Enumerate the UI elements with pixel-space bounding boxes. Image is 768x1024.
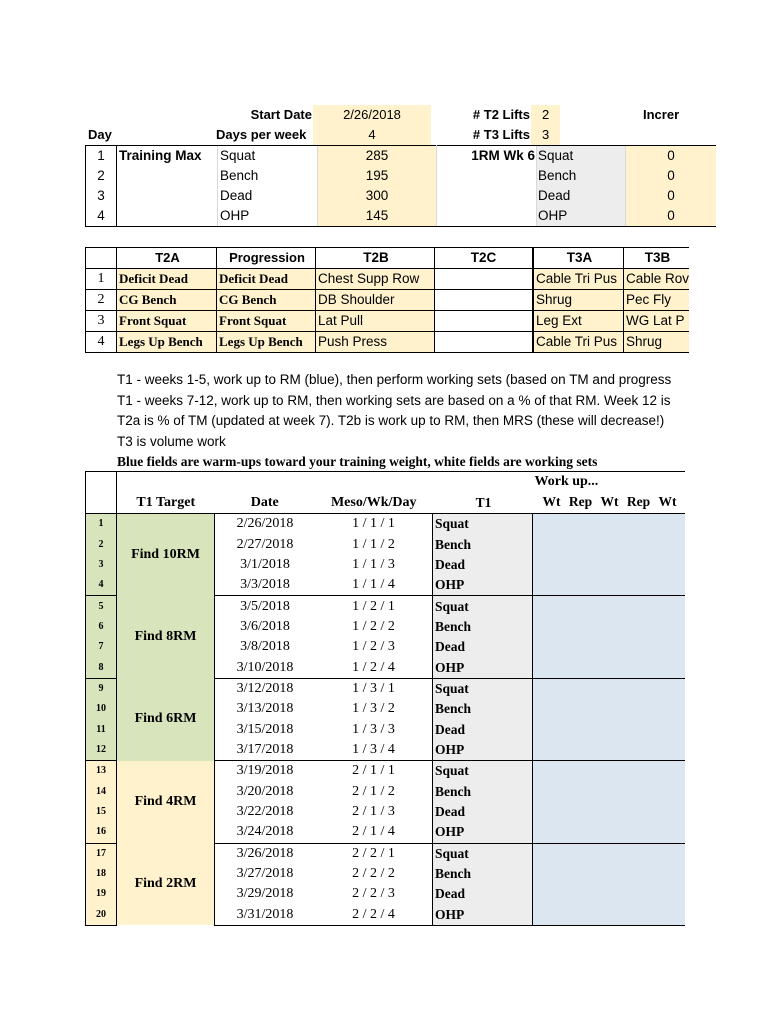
session-number: 9 (86, 678, 117, 699)
work-up-cell[interactable] (533, 657, 685, 678)
wu-header: Rep (626, 494, 651, 509)
column-header: T2C (435, 248, 534, 269)
work-up-cell[interactable] (533, 802, 685, 822)
work-up-headers (533, 492, 685, 514)
t2a-cell[interactable]: Front Squat (117, 311, 217, 332)
meso-cell: 2 / 2 / 3 (315, 884, 433, 904)
column-header: Meso/Wk/Day (315, 492, 433, 514)
date-cell: 3/17/2018 (215, 740, 316, 761)
t2c-cell[interactable] (435, 332, 534, 353)
t2b-cell[interactable]: Chest Supp Row (316, 269, 435, 290)
table-row (86, 761, 685, 782)
day-number: 4 (86, 332, 117, 353)
table-header-row (86, 248, 690, 269)
day-number: 2 (86, 290, 117, 311)
meso-cell: 1 / 2 / 1 (315, 596, 433, 617)
progression-cell[interactable]: Deficit Dead (217, 269, 316, 290)
date-cell: 3/1/2018 (240, 556, 290, 572)
column-header: T3A (533, 248, 624, 269)
increment-value[interactable]: 0 (626, 166, 717, 186)
work-up-cell[interactable] (533, 761, 685, 782)
column-header: Progression (217, 248, 316, 269)
table-row (86, 166, 717, 186)
t1-lift-cell: Dead (433, 555, 533, 575)
table-row (86, 514, 685, 535)
session-number: 11 (86, 719, 117, 739)
day-label: Day (88, 127, 112, 142)
meso-cell: 1 / 3 / 4 (315, 740, 433, 761)
table-row (86, 206, 717, 227)
table-row (86, 311, 690, 332)
rm-lift-name: OHP (537, 206, 626, 227)
increment-label: Increr (643, 107, 680, 122)
work-up-cell[interactable] (533, 843, 685, 864)
t1-lift-cell: Bench (433, 617, 533, 637)
session-number: 13 (86, 761, 117, 782)
meso-cell: 1 / 1 / 4 (315, 575, 433, 596)
session-number: 2 (86, 534, 117, 554)
progression-cell[interactable]: Front Squat (217, 311, 316, 332)
settings-block (0, 105, 768, 145)
session-number: 12 (86, 740, 117, 761)
t3-lifts-value[interactable]: 3 (531, 125, 560, 145)
increment-value[interactable]: 0 (626, 206, 717, 227)
note-line: T2a is % of TM (updated at week 7). T2b is work up to RM, then MRS (these will decrease!) (117, 413, 665, 428)
date-cell: 3/3/2018 (215, 575, 316, 596)
wu-header: Wt (658, 494, 677, 509)
t1-target-cell[interactable]: Find 2RM (117, 843, 215, 925)
meso-cell: 1 / 2 / 4 (315, 657, 433, 678)
t1-lift-cell: Bench (433, 864, 533, 884)
session-number: 19 (86, 884, 117, 904)
work-up-cell[interactable] (533, 575, 685, 596)
wu-header: Rep (568, 494, 593, 509)
wu-header: Wt (600, 494, 619, 509)
t3a-cell[interactable]: Cable Tri Pus (533, 332, 624, 353)
work-up-label: Work up... (533, 472, 685, 493)
date-cell: 3/6/2018 (240, 618, 290, 634)
table-row (86, 843, 685, 864)
t2-lifts-label: # T2 Lifts (472, 107, 530, 122)
t2a-cell[interactable]: Deficit Dead (117, 269, 217, 290)
session-number: 8 (86, 657, 117, 678)
t1-lift-cell: OHP (433, 822, 533, 843)
t1-lift-cell: Squat (433, 514, 533, 535)
rm-lift-name: Bench (537, 166, 626, 186)
column-header: Date (215, 492, 316, 514)
table-row (86, 269, 690, 290)
t1-lift-cell: Bench (433, 781, 533, 801)
work-up-cell[interactable] (533, 905, 685, 926)
t1-lift-cell: OHP (433, 905, 533, 926)
days-per-week-value[interactable]: 4 (313, 125, 431, 145)
date-cell: 2/26/2018 (236, 516, 294, 532)
table-row (86, 678, 685, 699)
t1-lift-cell: Dead (433, 719, 533, 739)
meso-cell: 1 / 3 / 2 (315, 699, 433, 719)
rm-week-label: 1RM Wk 6 (437, 146, 537, 167)
date-cell: 2/27/2018 (236, 536, 294, 552)
day-number: 1 (86, 146, 117, 167)
work-up-cell[interactable] (533, 514, 685, 535)
column-header: T2B (316, 248, 435, 269)
t1-lift-cell: OHP (433, 740, 533, 761)
t1-target-cell[interactable]: Find 10RM (117, 514, 215, 596)
t3b-cell[interactable]: Cable Rov (624, 269, 690, 290)
t2-lifts-value[interactable]: 2 (531, 105, 560, 125)
progression-cell[interactable]: CG Bench (217, 290, 316, 311)
date-cell: 3/20/2018 (236, 783, 294, 799)
t3b-cell[interactable]: Shrug (624, 332, 690, 353)
t1-lift-cell: Dead (433, 637, 533, 657)
work-up-cell[interactable] (533, 781, 685, 801)
date-cell: 3/13/2018 (236, 701, 294, 717)
note-line: T3 is volume work (117, 433, 226, 449)
day-number: 3 (86, 186, 117, 206)
session-number: 18 (86, 864, 117, 884)
session-number: 14 (86, 781, 117, 801)
increment-value[interactable]: 0 (626, 146, 717, 167)
session-number: 1 (86, 514, 117, 535)
work-up-cell[interactable] (533, 678, 685, 699)
session-number: 3 (86, 555, 117, 575)
work-up-cell[interactable] (533, 637, 685, 657)
date-cell: 3/22/2018 (236, 803, 294, 819)
training-max-label: Training Max (117, 146, 218, 167)
day-number: 1 (86, 269, 117, 290)
t3-lifts-label: # T3 Lifts (472, 127, 530, 142)
work-up-cell[interactable] (533, 617, 685, 637)
notes-block (117, 370, 717, 473)
session-number: 20 (86, 905, 117, 926)
t3a-cell[interactable]: Leg Ext (533, 311, 624, 332)
date-cell: 3/5/2018 (240, 598, 290, 614)
work-up-cell[interactable] (533, 596, 685, 617)
table-row (86, 146, 717, 167)
session-number: 6 (86, 617, 117, 637)
days-per-week-label: Days per week (216, 127, 307, 142)
training-max-value[interactable]: 145 (318, 206, 437, 227)
progression-cell[interactable]: Legs Up Bench (217, 332, 316, 353)
meso-cell: 2 / 2 / 2 (315, 864, 433, 884)
lift-name: OHP (218, 206, 318, 227)
t2c-cell[interactable] (435, 269, 534, 290)
t3a-cell[interactable]: Cable Tri Pus (533, 269, 624, 290)
t1-lift-cell: Bench (433, 534, 533, 554)
t2a-cell[interactable]: CG Bench (117, 290, 217, 311)
column-header: T1 Target (117, 492, 215, 514)
day-number: 3 (86, 311, 117, 332)
table-row (86, 332, 690, 353)
schedule-table (85, 471, 685, 926)
table-row (86, 186, 717, 206)
meso-cell: 2 / 2 / 1 (315, 843, 433, 864)
date-cell: 3/19/2018 (236, 763, 294, 779)
t1-lift-cell: OHP (433, 657, 533, 678)
date-cell: 3/26/2018 (236, 845, 294, 861)
meso-cell: 2 / 1 / 1 (315, 761, 433, 782)
session-number: 5 (86, 596, 117, 617)
t1-lift-cell: Squat (433, 761, 533, 782)
start-date-value[interactable]: 2/26/2018 (313, 105, 431, 125)
work-up-cell[interactable] (533, 884, 685, 904)
t1-target-cell[interactable]: Find 6RM (117, 678, 215, 760)
work-up-cell[interactable] (533, 740, 685, 761)
lift-name: Bench (218, 166, 318, 186)
training-max-table (85, 145, 716, 227)
lift-name: Dead (218, 186, 318, 206)
t1-lift-cell: OHP (433, 575, 533, 596)
date-cell: 3/27/2018 (236, 866, 294, 882)
session-number: 10 (86, 699, 117, 719)
meso-cell: 1 / 1 / 1 (315, 514, 433, 535)
meso-cell: 2 / 1 / 2 (315, 781, 433, 801)
session-number: 16 (86, 822, 117, 843)
day-number: 4 (86, 206, 117, 227)
column-header: T2A (117, 248, 217, 269)
day-number: 2 (86, 166, 117, 186)
work-up-cell[interactable] (533, 719, 685, 739)
t2c-cell[interactable] (435, 290, 534, 311)
date-cell: 3/10/2018 (215, 657, 316, 678)
t3b-cell[interactable]: WG Lat P (624, 311, 690, 332)
meso-cell: 1 / 1 / 2 (315, 534, 433, 554)
t2c-cell[interactable] (435, 311, 534, 332)
meso-cell: 1 / 1 / 3 (315, 555, 433, 575)
t3a-cell[interactable]: Shrug (533, 290, 624, 311)
work-up-cell[interactable] (533, 555, 685, 575)
date-cell: 3/31/2018 (215, 905, 316, 926)
note-line: T1 - weeks 7-12, work up to RM, then working sets are based on a % of that RM. Week 12 is (117, 392, 671, 408)
bold-note: Blue fields are warm-ups toward your training weight, white fields are working sets (117, 454, 598, 469)
session-number: 15 (86, 802, 117, 822)
date-cell: 3/12/2018 (236, 680, 294, 696)
meso-cell: 2 / 1 / 4 (315, 822, 433, 843)
start-date-label: Start Date (250, 107, 312, 122)
lift-name: Squat (218, 146, 318, 167)
meso-cell: 2 / 1 / 3 (315, 802, 433, 822)
training-max-value[interactable]: 195 (318, 166, 437, 186)
session-number: 7 (86, 637, 117, 657)
table-header-row (86, 472, 685, 493)
wu-header: Wt (542, 494, 561, 509)
t1-lift-cell: Bench (433, 699, 533, 719)
work-up-cell[interactable] (533, 699, 685, 719)
increment-value[interactable]: 0 (626, 186, 717, 206)
t2b-cell[interactable]: DB Shoulder (316, 290, 435, 311)
work-up-cell[interactable] (533, 534, 685, 554)
session-number: 4 (86, 575, 117, 596)
meso-cell: 1 / 2 / 3 (315, 637, 433, 657)
meso-cell: 1 / 3 / 1 (315, 678, 433, 699)
t1-lift-cell: Squat (433, 596, 533, 617)
t1-target-cell[interactable]: Find 4RM (117, 761, 215, 843)
t2b-cell[interactable]: Push Press (316, 332, 435, 353)
column-header: T3B (624, 248, 690, 269)
t1-target-cell[interactable]: Find 8RM (117, 596, 215, 678)
column-header: T1 (433, 492, 533, 514)
date-cell: 3/24/2018 (215, 822, 316, 843)
meso-cell: 1 / 3 / 3 (315, 719, 433, 739)
session-number: 17 (86, 843, 117, 864)
date-cell: 3/29/2018 (236, 886, 294, 902)
date-cell: 3/15/2018 (236, 721, 294, 737)
rm-lift-name: Dead (537, 186, 626, 206)
table-row (86, 596, 685, 617)
t1-lift-cell: Squat (433, 843, 533, 864)
t3b-cell[interactable]: Pec Fly (624, 290, 690, 311)
rm-lift-name: Squat (537, 146, 626, 167)
meso-cell: 2 / 2 / 4 (315, 905, 433, 926)
training-max-value[interactable]: 300 (318, 186, 437, 206)
work-up-cell[interactable] (533, 822, 685, 843)
training-max-value[interactable]: 285 (318, 146, 437, 167)
table-row (86, 290, 690, 311)
t2b-cell[interactable]: Lat Pull (316, 311, 435, 332)
t1-lift-cell: Dead (433, 802, 533, 822)
accessory-lifts-table (85, 247, 689, 353)
meso-cell: 1 / 2 / 2 (315, 617, 433, 637)
t2a-cell[interactable]: Legs Up Bench (117, 332, 217, 353)
date-cell: 3/8/2018 (240, 639, 290, 655)
work-up-cell[interactable] (533, 864, 685, 884)
note-line: T1 - weeks 1-5, work up to RM (blue), then perform working sets (based on TM and progress (117, 372, 672, 387)
t1-lift-cell: Squat (433, 678, 533, 699)
table-header-row (86, 492, 685, 514)
t1-lift-cell: Dead (433, 884, 533, 904)
